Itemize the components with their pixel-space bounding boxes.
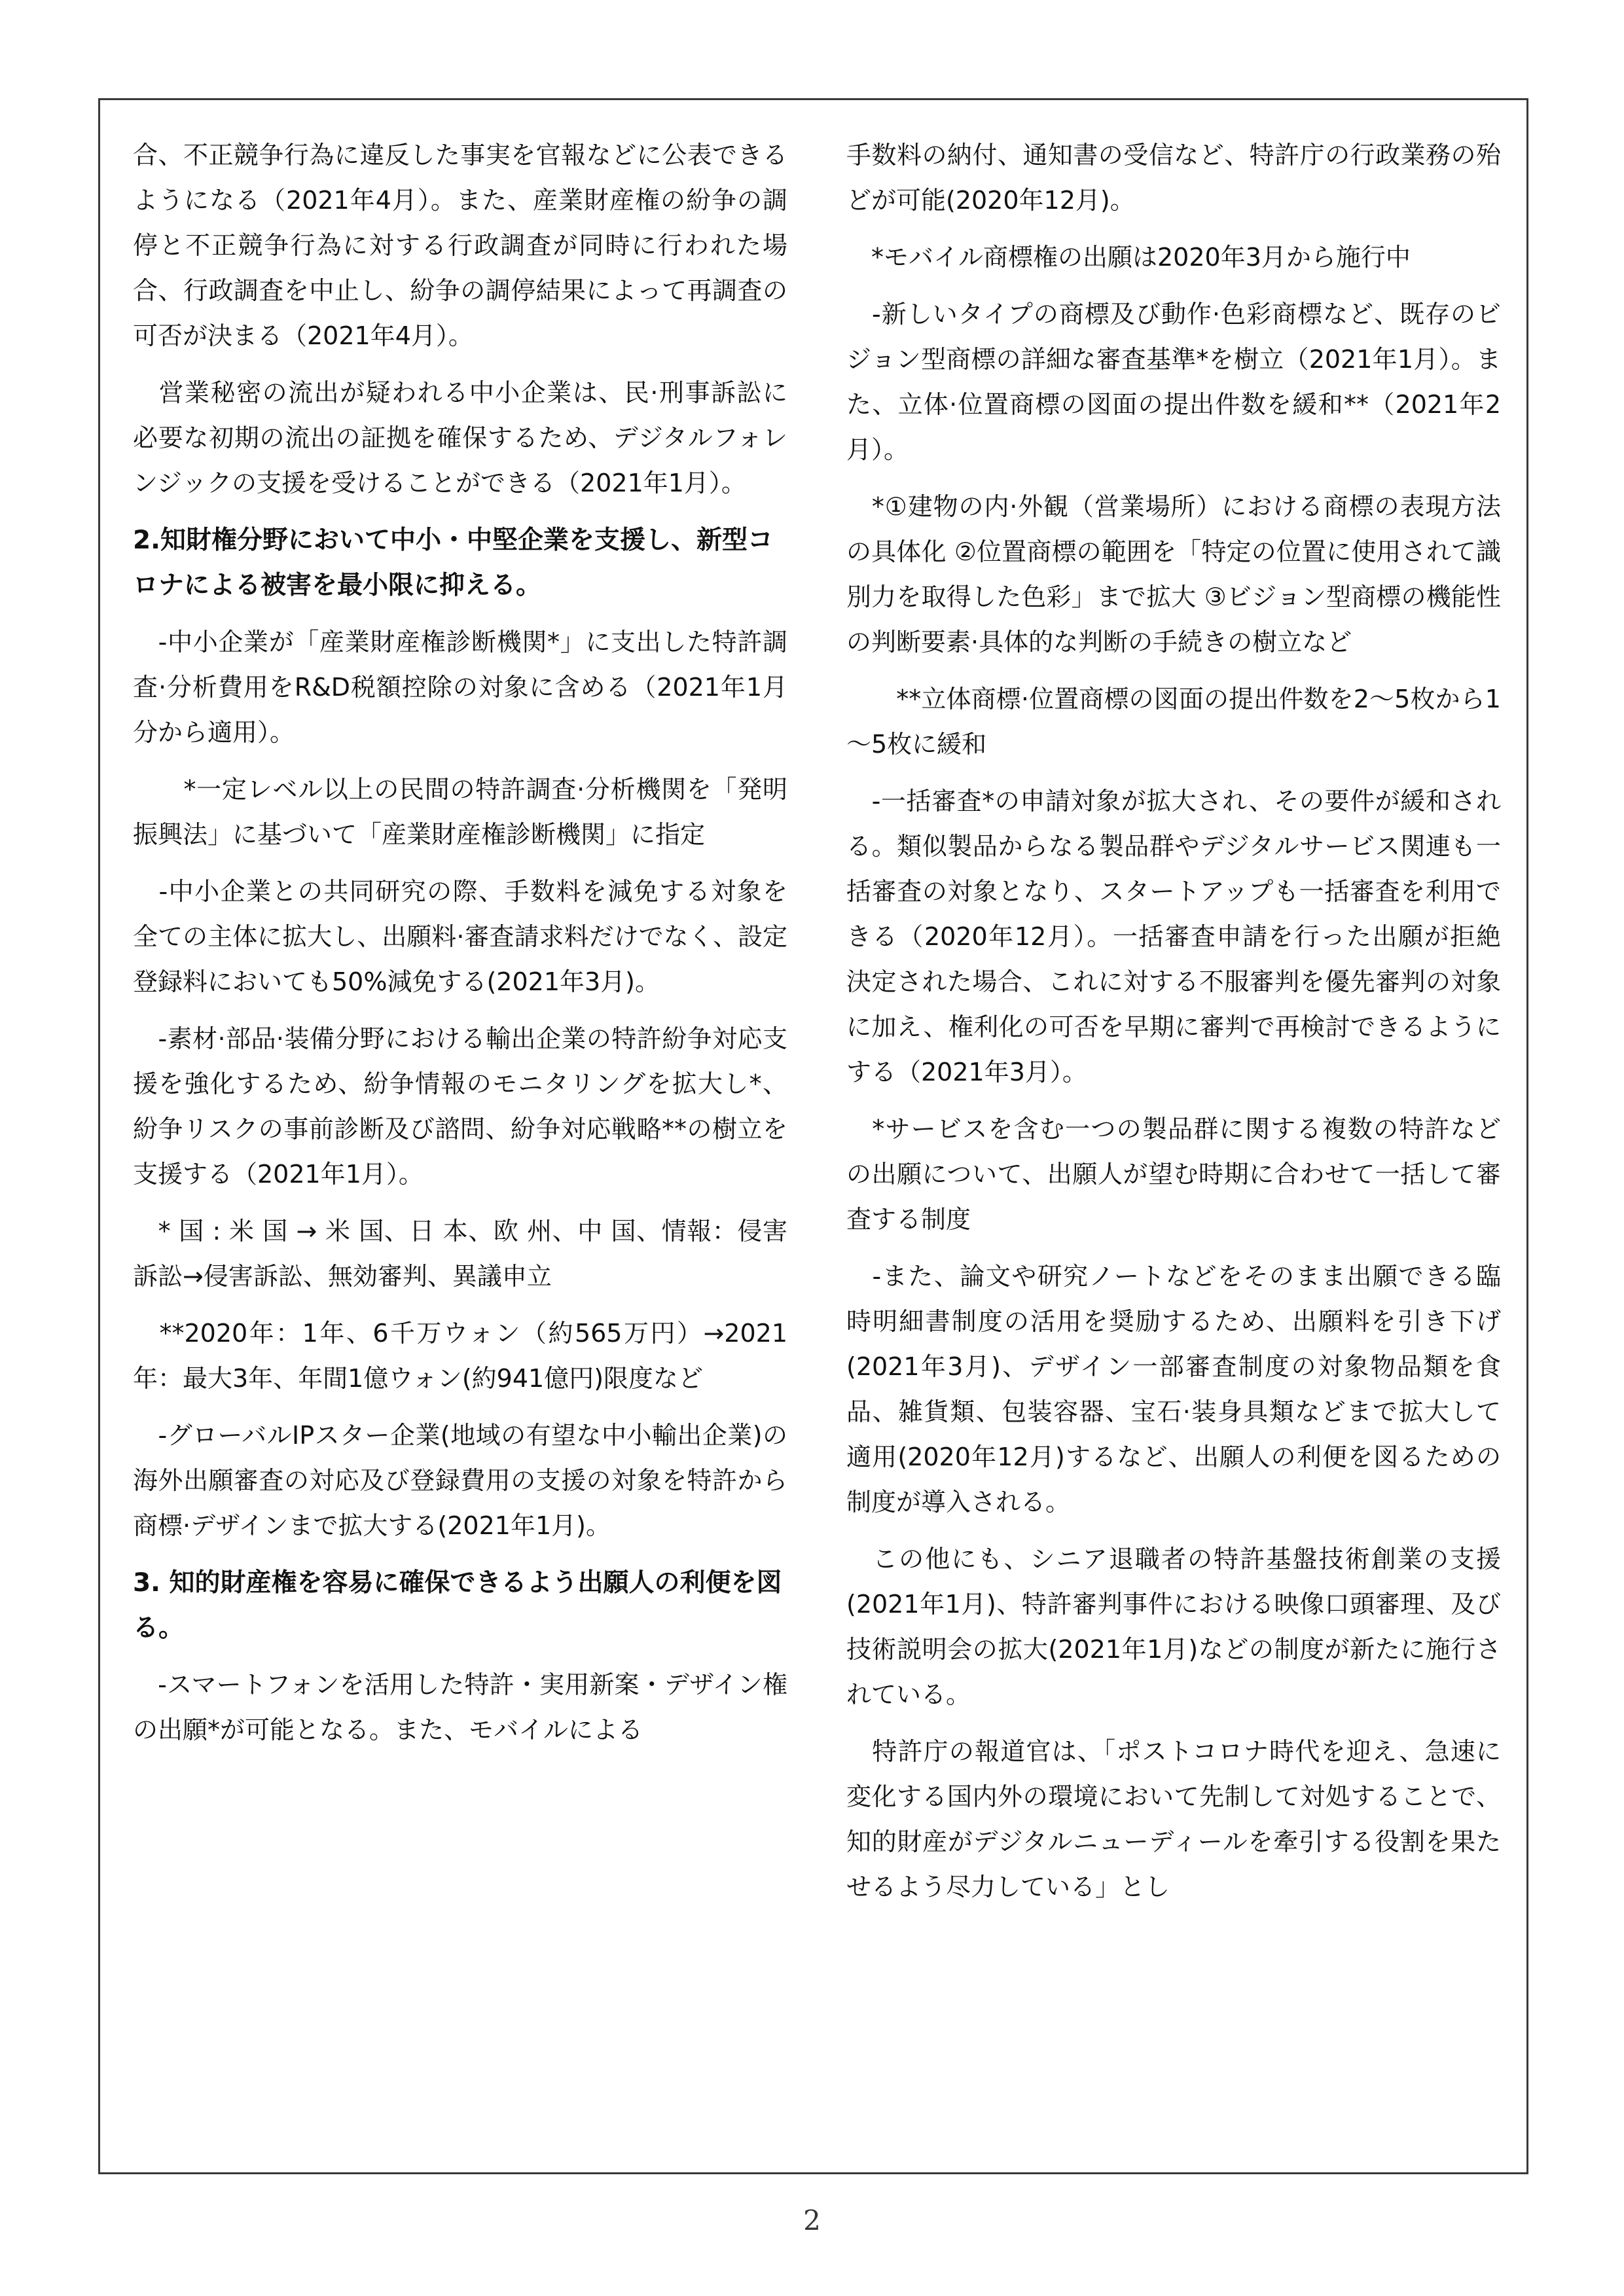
- left-column: [133, 133, 787, 1765]
- footnote: *モバイル商標権の出願は2020年3月から施行中: [846, 243, 1411, 272]
- paragraph: -新しいタイプの商標及び動作·色彩商標など、既存のビジョン型商標の詳細な審査基準*を樹立（2021年1月）。また、立体·位置商標の図面の提出件数を緩和**（2021年2月）。: [846, 300, 1501, 464]
- paragraph: -素材·部品·装備分野における輸出企業の特許紛争対応支援を強化するため、紛争情報のモニタリングを拡大し*、紛争リスクの事前診断及び諮問、紛争対応戦略**の樹立を支援する（2021年1月）。: [133, 1024, 787, 1189]
- paragraph: -スマートフォンを活用した特許・実用新案・デザイン権の出願*が可能となる。また、モバイルによる: [133, 1670, 787, 1744]
- section-heading-3: 3. 知的財産権を容易に確保できるよう出願人の利便を図る。: [133, 1568, 782, 1643]
- section-heading-2: 2.知財権分野において中小・中堅企業を支援し、新型コロナによる被害を最小限に抑える。: [133, 526, 773, 600]
- footnote: *一定レベル以上の民間の特許調査·分析機関を「発明振興法」に基づいて「産業財産権診断機関」に指定: [133, 775, 787, 849]
- right-column: [846, 133, 1501, 1922]
- paragraph: -中小企業が「産業財産権診断機関*」に支出した特許調査·分析費用をR&D税額控除の対象に含める（2021年1月分から適用）。: [133, 628, 787, 747]
- paragraph: 合、不正競争行為に違反した事実を官報などに公表できるようになる（2021年4月）。また、産業財産権の紛争の調停と不正競争行為に対する行政調査が同時に行われた場合、行政調査を中止し、紛争の調停結果によって再調査の可否が決まる（2021年4月）。: [133, 141, 787, 350]
- paragraph: この他にも、シニア退職者の特許基盤技術創業の支援(2021年1月)、特許審判事件における映像口頭審理、及び技術説明会の拡大(2021年1月)などの制度が新たに施行されている。: [846, 1545, 1501, 1709]
- paragraph: 営業秘密の流出が疑われる中小企業は、民·刑事訴訟に必要な初期の流出の証拠を確保するため、デジタルフォレンジックの支援を受けることができる（2021年1月）。: [133, 378, 787, 497]
- paragraph: 特許庁の報道官は、「ポストコロナ時代を迎え、急速に変化する国内外の環境において先制して対処することで、知的財産がデジタルニューディールを牽引する役割を果たせるよう尽力している」とし: [846, 1737, 1501, 1901]
- footnote: **2020年：1年、6千万ウォン（約565万円）→2021年：最大3年、年間1億ウォン(約941億円)限度など: [133, 1319, 787, 1393]
- paragraph: 手数料の納付、通知書の受信など、特許庁の行政業務の殆どが可能(2020年12月)。: [846, 141, 1501, 215]
- footnote: * 国 : 米 国 → 米 国、日 本、欧 州、中 国、情報：侵害訴訟→侵害訴訟、無効審判、異議申立: [133, 1217, 787, 1291]
- footnote: *サービスを含む一つの製品群に関する複数の特許などの出願について、出願人が望む時期に合わせて一括して審査する制度: [846, 1115, 1501, 1234]
- footnote: **立体商標·位置商標の図面の提出件数を2～5枚から1～5枚に緩和: [846, 685, 1501, 759]
- footnote: *①建物の内·外観（営業場所）における商標の表現方法の具体化 ②位置商標の範囲を「特定の位置に使用されて識別力を取得した色彩」まで拡大 ③ビジョン型商標の機能性の判断要素·具体的な判断の手続きの樹立など: [846, 492, 1501, 656]
- page-number: 2: [803, 2204, 821, 2236]
- paragraph: -また、論文や研究ノートなどをそのまま出願できる臨時明細書制度の活用を奨励するため、出願料を引き下げ(2021年3月)、デザイン一部審査制度の対象物品類を食品、雑貨類、包装容器、宝石·装身具類などまで拡大して適用(2020年12月)するなど、出願人の利便を図るための制度が導入される。: [846, 1262, 1501, 1516]
- paragraph: -一括審査*の申請対象が拡大され、その要件が緩和される。類似製品からなる製品群やデジタルサービス関連も一括審査の対象となり、スタートアップも一括審査を利用できる（2020年12月）。一括審査申請を行った出願が拒絶決定された場合、これに対する不服審判を優先審判の対象に加え、権利化の可否を早期に審判で再検討できるようにする（2021年3月）。: [846, 787, 1501, 1086]
- paragraph: -グローバルIPスター企業(地域の有望な中小輸出企業)の海外出願審査の対応及び登録費用の支援の対象を特許から商標·デザインまで拡大する(2021年1月)。: [133, 1421, 787, 1540]
- page-frame: [98, 98, 1528, 2174]
- paragraph: -中小企業との共同研究の際、手数料を減免する対象を全ての主体に拡大し、出願料·審査請求料だけでなく、設定登録料においても50%減免する(2021年3月)。: [133, 877, 787, 996]
